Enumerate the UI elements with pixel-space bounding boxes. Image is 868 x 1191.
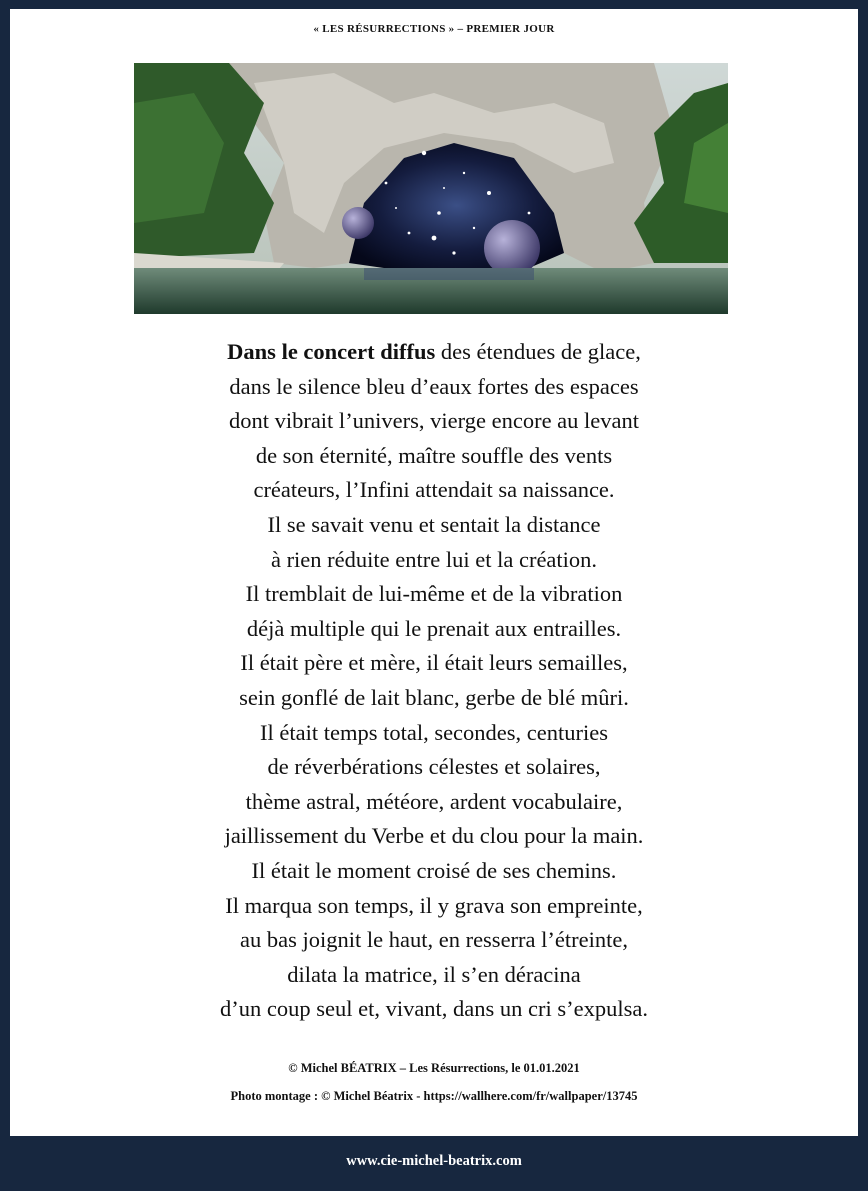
- poem-line: jaillissement du Verbe et du clou pour la main.: [224, 823, 644, 849]
- poem-opening-bold: Dans le concert diffus: [227, 339, 436, 364]
- poem-line: Il tremblait de lui-même et de la vibration: [245, 581, 623, 607]
- poem-line: créateurs, l’Infini attendait sa naissance.: [253, 477, 615, 503]
- poem-line: dans le silence bleu d’eaux fortes des espaces: [229, 373, 639, 399]
- poem-line: Il était temps total, secondes, centuries: [259, 719, 608, 745]
- poem-line: thème astral, météore, ardent vocabulaire,: [245, 788, 623, 814]
- poem-line: à rien réduite entre lui et la création.: [270, 546, 598, 572]
- poem-line: déjà multiple qui le prenait aux entrailles.: [246, 615, 622, 641]
- poem: [10, 335, 858, 1027]
- poem-line: [10, 335, 858, 370]
- poem-line: dilata la matrice, il s’en déracina: [287, 961, 581, 987]
- page-header: « LES RÉSURRECTIONS » – PREMIER JOUR: [313, 23, 555, 35]
- footer-website-link[interactable]: www.cie-michel-beatrix.com: [346, 1153, 522, 1169]
- page: [10, 9, 858, 1136]
- photo-credit: Photo montage : © Michel Béatrix - https://wallhere.com/fr/wallpaper/13745: [230, 1089, 638, 1103]
- poem-line: de réverbérations célestes et solaires,: [267, 754, 601, 780]
- poem-line: dont vibrait l’univers, vierge encore au levant: [228, 408, 640, 434]
- poem-line: Il se savait venu et sentait la distance: [267, 511, 601, 537]
- copyright-credit: © Michel BÉATRIX – Les Résurrections, le 01.01.2021: [288, 1061, 580, 1075]
- poem-line: de son éternité, maître souffle des vents: [255, 442, 613, 468]
- poem-line: sein gonflé de lait blanc, gerbe de blé mûri.: [239, 684, 629, 710]
- poem-line: au bas joignit le haut, en resserra l’étreinte,: [240, 927, 628, 953]
- photo-montage: [134, 63, 728, 314]
- poem-line: Il était le moment croisé de ses chemins.: [251, 857, 617, 883]
- rock-arch-starfield-image: [134, 63, 728, 314]
- poem-line: Il était père et mère, il était leurs semailles,: [240, 650, 628, 676]
- poem-line: d’un coup seul et, vivant, dans un cri s’expulsa.: [219, 996, 649, 1022]
- poem-opening-rest: des étendues de glace,: [435, 339, 641, 364]
- poem-line: Il marqua son temps, il y grava son empreinte,: [225, 892, 643, 918]
